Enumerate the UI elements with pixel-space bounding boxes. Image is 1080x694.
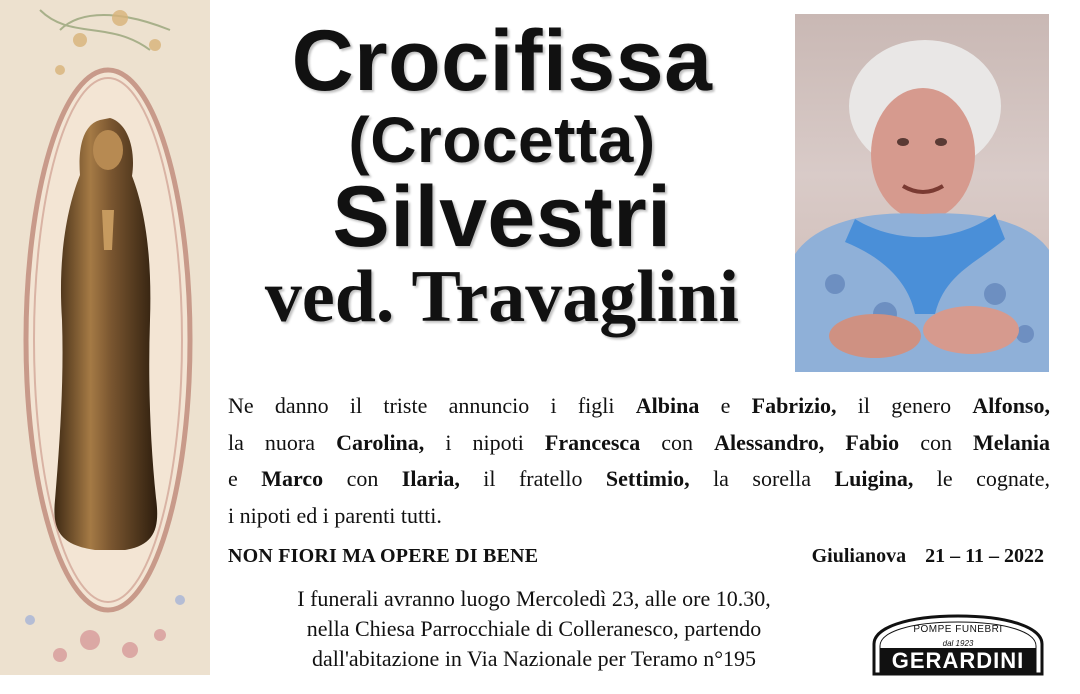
announcement-text-run: il fratello	[459, 466, 606, 491]
decorative-panel	[0, 0, 210, 675]
relative-name: Marco	[261, 466, 324, 491]
madonna-statue-icon	[0, 0, 210, 675]
relative-name: Albina	[635, 393, 700, 418]
portrait-photo	[795, 14, 1049, 372]
relative-name: Fabio	[845, 429, 900, 455]
announcement-line	[228, 388, 1050, 425]
announcement-text-run: i nipoti ed i parenti tutti.	[228, 502, 442, 528]
notice-no-flowers: NON FIORI MA OPERE DI BENE	[228, 545, 539, 567]
deceased-name	[222, 10, 782, 338]
place: Giulianova	[811, 545, 907, 567]
announcement-text-run: la sorella	[689, 466, 835, 491]
place-date	[812, 545, 1044, 568]
surname: Silvestri	[332, 169, 672, 265]
announcement-text-run: Ne danno il triste annuncio i figli	[228, 393, 636, 418]
relative-name: Luigina,	[834, 466, 914, 491]
announcement-text-run: con	[899, 429, 974, 455]
funeral-info	[228, 584, 840, 674]
first-name: Crocifissa	[291, 13, 713, 109]
announcement-line	[228, 498, 1050, 535]
announcement-text-run: i nipoti	[424, 429, 545, 455]
funeral-line: dall'abitazione in Via Nazionale per Teramo n°195	[311, 646, 757, 671]
relative-name: Fabrizio,	[751, 393, 837, 418]
relative-name: Melania	[973, 429, 1051, 455]
portrait-illustration	[795, 14, 1049, 372]
funeral-line: I funerali avranno luogo Mercoledì 23, alle ore 10.30,	[297, 586, 771, 611]
announcement-text-run: e	[228, 466, 262, 491]
funeral-home-logo	[866, 604, 1050, 694]
logo-since: dal 1923	[942, 639, 974, 648]
relative-name: Settimio,	[605, 466, 690, 491]
logo-name: GERARDINI	[891, 648, 1025, 673]
announcement-line	[228, 461, 1050, 498]
married-name: ved. Travaglini	[264, 256, 740, 338]
announcement-text-run: con	[323, 466, 402, 491]
announcement-text-run: il genero	[836, 393, 973, 418]
date: 21 – 11 – 2022	[925, 545, 1044, 567]
announcement-text-run: la nuora	[228, 429, 337, 455]
relative-name: Ilaria,	[401, 466, 460, 491]
announcement-text-run: le cognate,	[913, 466, 1051, 491]
logo-top-text: POMPE FUNEBRI	[913, 624, 1003, 635]
announcement-line	[228, 425, 1050, 462]
nickname: (Crocetta)	[348, 104, 656, 176]
relative-name: Alfonso,	[972, 393, 1050, 418]
announcement-text-run: con	[640, 429, 715, 455]
relative-name: Carolina,	[336, 429, 425, 455]
relative-name: Francesca	[544, 429, 641, 455]
announcement-text-run: e	[699, 393, 752, 418]
funeral-line: nella Chiesa Parrocchiale di Colleranesco, partendo	[306, 616, 762, 641]
relative-name: Alessandro,	[714, 429, 825, 455]
announcement-text	[228, 388, 1050, 534]
announcement-text-run	[824, 430, 845, 455]
